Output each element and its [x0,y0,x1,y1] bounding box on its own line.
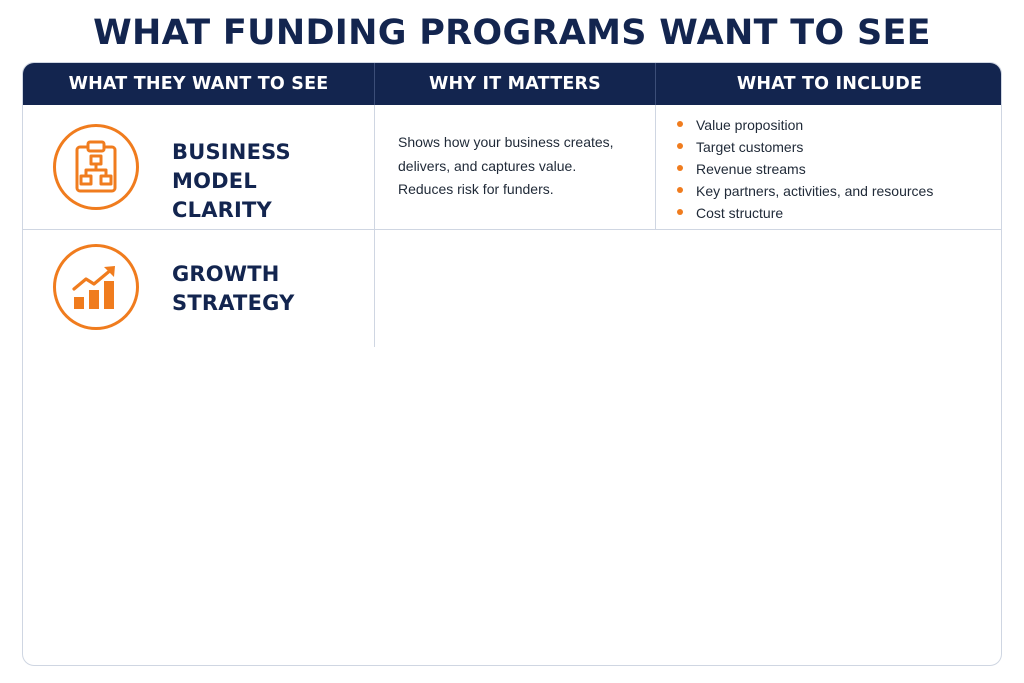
clipboard-flowchart-icon [53,124,139,210]
list-item: Value proposition [677,114,933,136]
list-item: Target customers [677,136,933,158]
include-list [677,114,933,224]
column-header: WHAT THEY WANT TO SEE [23,63,375,105]
page-title: WHAT FUNDING PROGRAMS WANT TO SEE [93,13,931,53]
funding-requirements-table [22,62,1002,666]
column-header: WHY IT MATTERS [375,63,656,105]
why-text: Shows how your business creates, delivers, and captures value. Reduces risk for funders. [398,134,614,197]
growth-chart-icon [53,244,139,330]
column-header: WHAT TO INCLUDE [736,74,923,94]
list-item: Key partners, activities, and resources [677,180,933,202]
list-item: Cost structure [677,202,933,224]
row-label: BUSINESS MODEL CLARITY [172,140,291,222]
table-row [23,105,1002,229]
row-label: GROWTH STRATEGY [172,262,295,315]
list-item: Revenue streams [677,158,933,180]
table-row [23,229,1002,347]
table-header [23,63,1002,105]
